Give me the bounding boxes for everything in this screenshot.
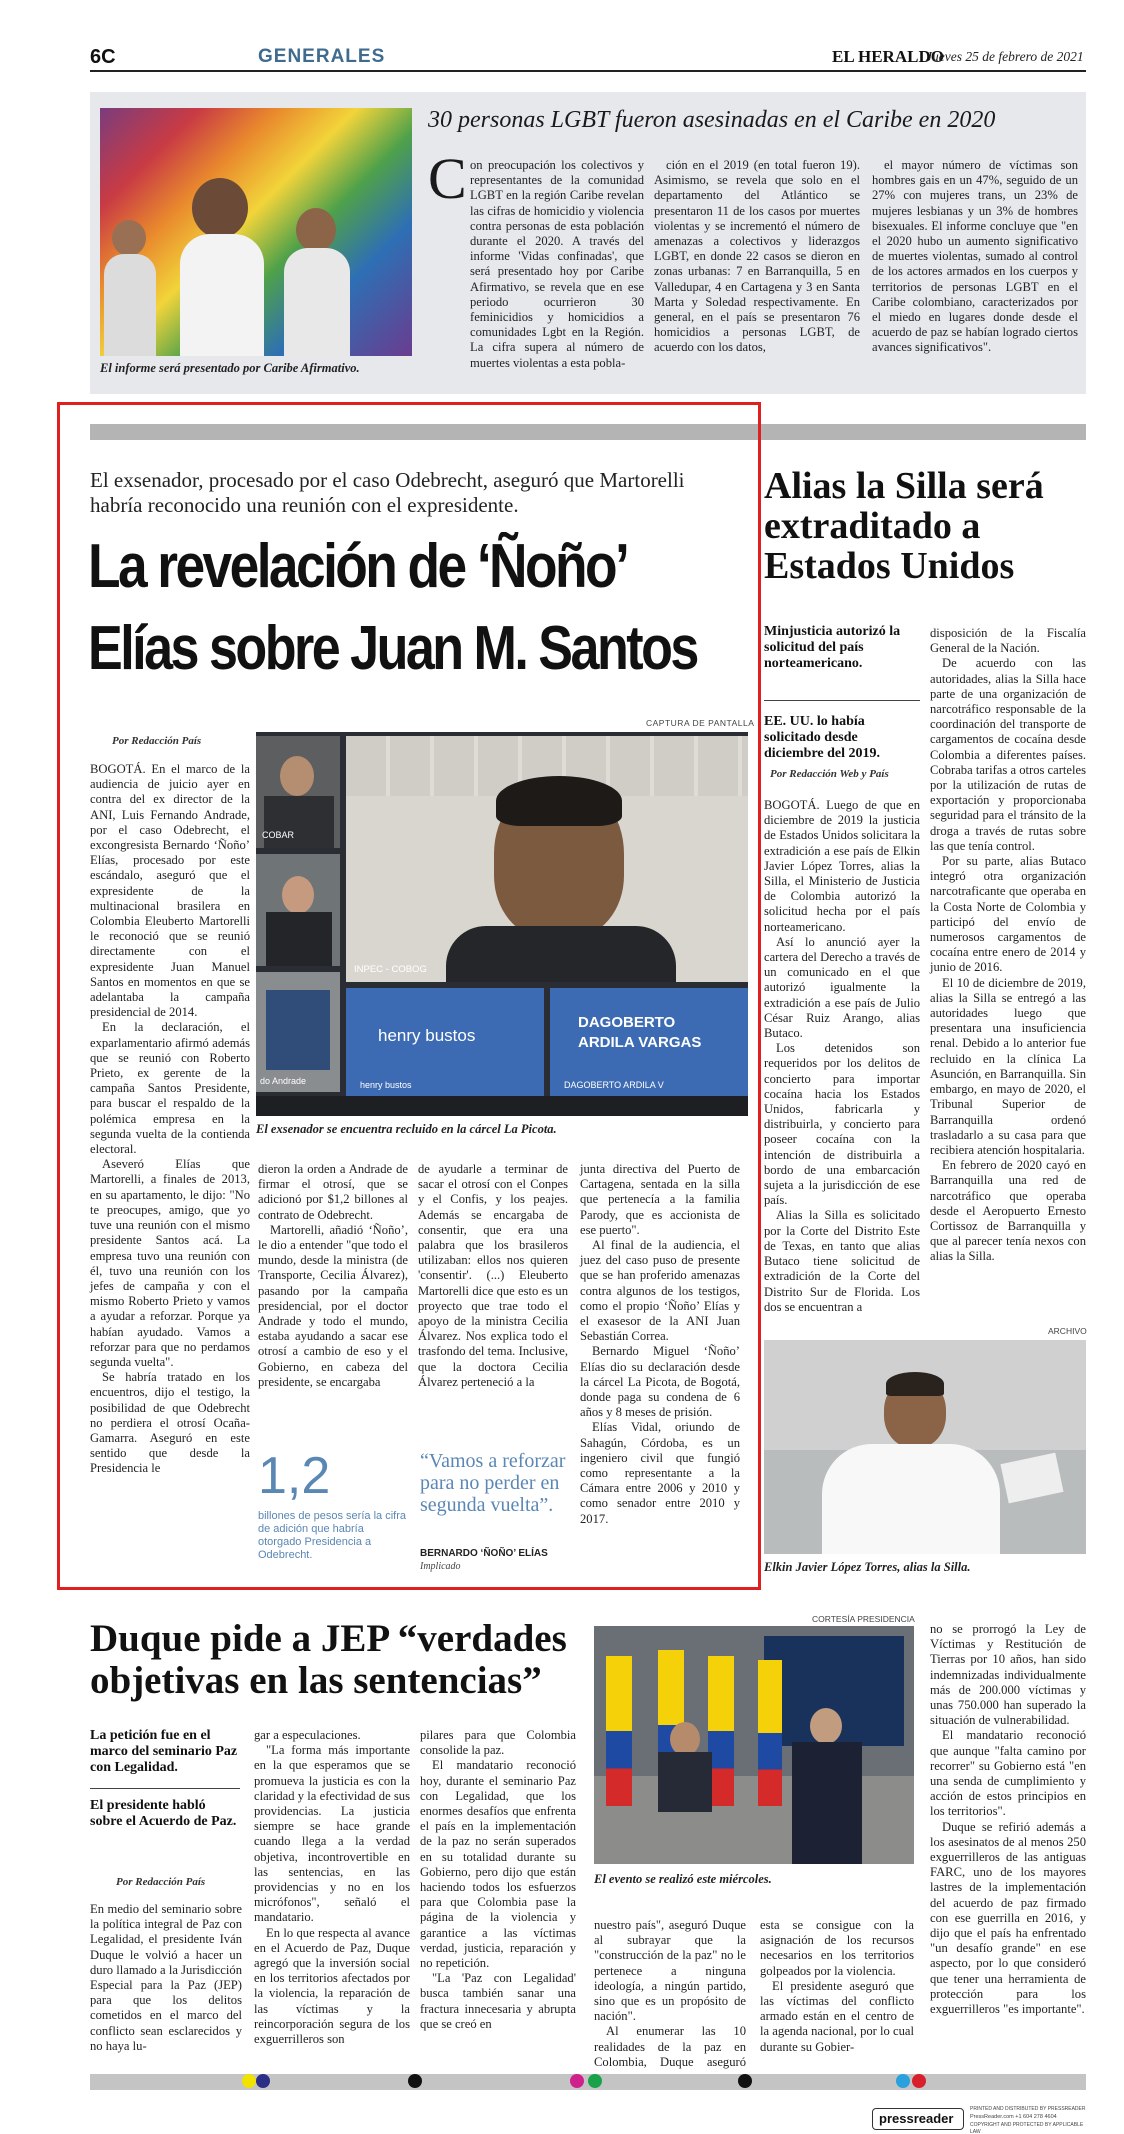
main-col4-p2: Al final de la audiencia, el juez del caso puso de presente que se han proferido amenazas contra algunos de los testigos, como el propio ‘Ñoño’ Elías y el exasesor de la ANI Juan Sebastián Correa. <box>580 1238 740 1344</box>
top-story-headline: 30 personas LGBT fueron asesinadas en el Caribe en 2020 <box>428 107 996 133</box>
cobar-label: COBAR <box>262 830 295 840</box>
main-col1-p2: En la declaración, el exparlamentario afirmó además que se reunió con Roberto Prieto, ex gerente de la campaña Santos Presidente, para buscar el respaldo de la polémica empresa en la segunda vuelta de la contienda electoral. <box>90 1020 250 1157</box>
main-col1-p4: Se habría tratado en los encuentros, dijo el testigo, la posibilidad de que Odebrecht no perdiera el otrosí Ocaña-Gamarra. Aseguró en este sentido que desde la Presidencia le <box>90 1370 250 1476</box>
bottom-headline: Duque pide a JEP “verdades objetivas en las sentencias” <box>90 1617 567 1702</box>
bottom-col2-p3: En lo que respecta al avance en el Acuerdo de Paz, Duque agregó que la inversión social en los territorios afectados por la violencia, la reparación de las víctimas y la reincorporación segura de los exguerrilleros son <box>254 1925 410 2047</box>
bottom-col2-p1: gar a especulaciones. <box>254 1728 361 1742</box>
top-story-col3-text: el mayor número de víctimas son hombres gais en un 47%, seguido de un 27% con mujeres trans, un 23% de mujeres lesbianas y un 3% de hombres bisexuales. El informe concluye que "en el 2020 hubo un aumento significativo de muertes violentas, sumado al control de los actores armados en los cuerpos y territorios de personas LGBT en el Caribe colombiano, caracterizados por el miedo en lugares donde desde el acuerdo de paz se habían logrado ciertos avances significativos". <box>872 158 1078 355</box>
bottom-col3-p2: El mandatario reconoció hoy, durante el seminario Paz con Legalidad, que los enormes desafíos que enfrenta el país en la implementación de la paz no serán superados en su totalidad durante su Gobierno, pero dijo que están haciendo todos los esfuerzos para que Colombia pase la página de la violencia y garantice a las víctimas verdad, justicia, reparación y no repetición. <box>420 1758 576 1971</box>
stat-text: billones de pesos sería la cifra de adición que habría otorgado Presidencia a Odebrecht. <box>258 1510 406 1561</box>
side-col2-p2: De acuerdo con las autoridades, alias la Silla hace parte de una organización de narcotráfico responsable de la coordinación del transporte de cargamentos de cocaína desde Colombia a diferentes países. Cobraba tarifas a otros carteles por la utilización de rutas de exportación y proporcionaba seguridad para el tránsito de la droga a través de rutas sobre las que tenía control. <box>930 656 1086 853</box>
bottom-col4 <box>594 1918 746 2085</box>
bottom-col5-p2: El presidente aseguró que las víctimas del conflicto armado están en el centro de la agenda nacional, por lo cual durante su Gobier- <box>760 1978 914 2054</box>
print-color-bar <box>90 2074 1086 2090</box>
top-photo-caption: El informe será presentado por Caribe Afirmativo. <box>100 361 360 375</box>
bottom-col6 <box>930 1622 1086 2017</box>
footer-note-1: PRINTED AND DISTRIBUTED BY PRESSREADER <box>970 2106 1086 2112</box>
main-col1-p1: BOGOTÁ. En el marco de la audiencia de juicio ayer en contra del ex director de la ANI, Luis Fernando Andrade, por el caso Odebrecht, el excongresista Bernardo ‘Ñoño’ Elías, procesado por este escándalo, aseguró que el expresidente de la multinacional brasilera en Colombia Eleuberto Martorelli le reconoció que se reunió directamente con el expresidente Juan Manuel Santos en momentos en que se adelantaba la campaña presidencial de 2014. <box>90 762 250 1020</box>
side-col2-p5: En febrero de 2020 cayó en Barranquilla una red de narcotráfico que operaba desde el Aeropuerto Ernesto Cortissoz de Barranquilla y que al parecer tenía nexos con alias la Silla. <box>930 1158 1086 1264</box>
andrade-label: do Andrade <box>260 1076 307 1086</box>
bottom-col2-p2: "La forma más importante en la que esperamos que se promueva la justicia es con la claridad y la efectividad de sus providencias. La justicia siempre se hace grande cuando llega a la verdad objetiva, incontrovertible en las sentencias, en las providencias y no en los micrófonos", señaló el mandatario. <box>254 1743 410 1925</box>
pull-quote: “Vamos a reforzar para no perder en segunda vuelta”. <box>420 1450 566 1516</box>
main-byline: Por Redacción País <box>112 735 202 747</box>
side-subhead-2: EE. UU. lo había solicitado desde diciembre del 2019. <box>764 714 881 761</box>
main-col2-p1: dieron la orden a Andrade de firmar el otrosí, que se adicionó por $1,2 billones al contrato de Odebrecht. <box>258 1162 408 1222</box>
dagoberto-big-label-1: DAGOBERTO <box>578 1014 676 1031</box>
main-col4-p4: Elías Vidal, oriundo de Sahagún, Córdoba, es un ingeniero civil que fungió como representante a la Cámara entre 2006 y 2010 y como senador entre 2010 y 2017. <box>580 1420 740 1526</box>
bottom-col1 <box>90 1902 242 2054</box>
side-col2 <box>930 626 1086 1265</box>
pressreader-logo-text: pressreader <box>879 2111 954 2126</box>
quote-author: BERNARDO ‘ÑOÑO’ ELÍAS <box>420 1548 548 1559</box>
top-story-col1-text: on preocupación los colectivos y representantes de la comunidad LGBT en la región Caribe revelan las cifras de homicidio y violencia contra personas de esta población durante el 2020. A través del informe 'Vidas confinadas', que será presentado hoy por Caribe Afirmativo, se revela que en ese periodo ocurrieron 30 feminicidios y homicidios a comunidades Lgbt en la Región. La cifra supera al número de muertes violentas a esta pobla- <box>470 158 644 370</box>
bottom-col5-p1: esta se consigue con la asignación de los recursos necesarios en los territorios golpeados por la violencia. <box>760 1918 914 1978</box>
bottom-col1-p1: En medio del seminario sobre la política integral de Paz con Legalidad, el presidente Iván Duque le volvió a hacer un duro llamado a la Jurisdicción Especial para la Paz (JEP) para que los delitos cometidos en el marco del conflicto sean esclarecidos y no haya lu- <box>90 1902 242 2053</box>
footer-note-2: PressReader.com +1 604 278 4604 <box>970 2114 1057 2120</box>
duque-event-photo <box>594 1626 914 1864</box>
highlight-frame <box>57 402 761 1590</box>
side-col2-p3: Por su parte, alias Butaco integró otra organización narcotraficante que operaba en la Costa Norte de Colombia y participó del envío de numerosos cargamentos de cocaína entre enero de 2014 y junio de 2016. <box>930 854 1086 975</box>
dagoberto-small-label: DAGOBERTO ARDILA V <box>564 1080 664 1090</box>
dagoberto-big-label-2: ARDILA VARGAS <box>578 1034 702 1051</box>
newspaper-name: EL HERALDO <box>832 47 944 66</box>
bottom-col3-p1: pilares para que Colombia consolide la paz. <box>420 1728 576 1758</box>
bottom-subhead-2: El presidente habló sobre el Acuerdo de Paz. <box>90 1798 237 1829</box>
bottom-subhead-divider <box>90 1788 240 1789</box>
bottom-photo-caption: El evento se realizó este miércoles. <box>594 1872 772 1886</box>
bottom-subhead-1: La petición fue en el marco del seminario Paz con Legalidad. <box>90 1728 238 1775</box>
page-number: 6C <box>90 46 116 68</box>
side-col1 <box>764 798 920 1315</box>
issue-date: Jueves 25 de febrero de 2021 <box>926 49 1084 64</box>
side-col1-p3: Los detenidos son requeridos por los delitos de concierto para importar cocaína hacia los Estados Unidos, fabricarla y distribuirla, y concierto para poseer cocaína con la intención de distribuirla a bordo de una embarcación sujeta a la jurisdicción de ese país. <box>764 1041 920 1208</box>
bottom-byline: Por Redacción País <box>116 1876 206 1888</box>
side-col2-p1: disposición de la Fiscalía General de la Nación. <box>930 626 1086 656</box>
side-photo-credit: ARCHIVO <box>1048 1326 1087 1336</box>
henry-small-label: henry bustos <box>360 1080 412 1090</box>
side-subhead-1: Minjusticia autorizó la solicitud del país norteamericano. <box>764 624 901 671</box>
lgbt-march-photo <box>100 108 412 356</box>
main-col1-p3: Aseveró Elías que Martorelli, a finales de 2013, en su apartamento, le dijo: "No te preocupes, amigo, que yo tuve una reunión con el mismo presidente Santos acá. La empresa tuvo una reunión con él, tuvo una reunión con los jefes de campaña y con el mismo Roberto Prieto y vamos a ayudar a reforzar. Porque ya habían ayudado. Vamos a reforzar para que no perdamos segunda vuelta". <box>90 1157 250 1369</box>
la-silla-photo <box>764 1340 1086 1554</box>
bottom-col4-p1: nuestro país", aseguró Duque al subrayar que la "construcción de la paz" no le pertenece a ninguna ideología, a ningún partido, sino que es un propósito de nación". <box>594 1918 746 2024</box>
bottom-photo-credit: CORTESÍA PRESIDENCIA <box>812 1614 915 1624</box>
main-photo-credit: CAPTURA DE PANTALLA <box>646 718 755 728</box>
bottom-col6-p1: no se prorrogó la Ley de Víctimas y Restitución de Tierras por 10 años, han sido indemnizadas individualmente más de 200.000 víctimas y unas 750.000 han superado la situación de vulnerabilidad. <box>930 1622 1086 1728</box>
main-headline-line1: La revelación de ‘Ñoño’ <box>88 532 628 601</box>
pressreader-logo[interactable] <box>872 2108 964 2130</box>
header-rule <box>90 70 1086 72</box>
side-col1-p2: Así lo anunció ayer la cartera del Derecho a través de un comunicado en el que autorizó igualmente la extradición a ese país de Julio César Ruiz Arango, alias Butaco. <box>764 934 920 1041</box>
main-headline-line2: Elías sobre Juan M. Santos <box>88 614 697 683</box>
top-story-col1 <box>428 158 644 371</box>
stat-number: 1,2 <box>258 1447 331 1505</box>
side-col2-p4: El 10 de diciembre de 2019, alias la Silla se entregó a las autoridades luego que presentara una insuficiencia renal. Debido a lo anterior fue recluido en la clínica La Asunción, en Barranquilla. Sin embargo, en mayo de 2020, el Tribunal Superior de Barranquilla ordenó trasladarlo a su casa para que recibiera atención hospitalaria. <box>930 975 1086 1157</box>
side-subhead-divider <box>764 700 920 701</box>
bottom-col3 <box>420 1728 576 2032</box>
inpec-label: INPEC - COBOG <box>354 964 427 975</box>
side-photo-caption: Elkin Javier López Torres, alias la Silla. <box>764 1560 971 1574</box>
main-col3-p1: de ayudarle a terminar de sacar el otrosí con el Conpes y el Confis, y los peajes. Además se encargaba de consentir, que era una palabra que los brasileros utilizaban: ellos nos quieren 'consentir'. (...) Eleuberto Martorelli dice que esto es un proyecto que trae todo el apoyo de la ministra Cecilia Álvarez. Nos explica todo el trasfondo del tema. Inclusive, que la doctora Cecilia Álvarez perteneció a la <box>418 1162 568 1389</box>
quote-role: Implicado <box>420 1561 461 1572</box>
bottom-col4-p2: Al enumerar las 10 realidades de la paz en Colombia, Duque aseguró <box>594 2024 746 2069</box>
bottom-col3-p3: "La 'Paz con Legalidad' busca también sanar una fractura innecesaria y abrupta que se creó en <box>420 1971 576 2031</box>
top-story-col3 <box>872 158 1078 356</box>
bottom-col2 <box>254 1728 410 2047</box>
side-headline: Alias la Silla será extraditado a Estados Unidos <box>764 465 1044 587</box>
bottom-col5 <box>760 1918 914 2055</box>
main-kicker: El exsenador, procesado por el caso Odebrecht, aseguró que Martorelli habría reconocido una reunión con el expresidente. <box>90 468 685 517</box>
bottom-col6-p2: El mandatario reconoció que aunque "falta camino por recorrer" su Gobierno está "en una senda de cumplimiento y acción de estos principios en los territorios". <box>930 1728 1086 1819</box>
side-col1-p4: Alias la Silla es solicitado por la Corte del Distrito Este de Texas, en tanto que alias Butaco tiene solicitud de extradición de la Corte del Distrito Sur de Florida. Los dos se encuentran a <box>764 1208 920 1314</box>
side-byline: Por Redacción Web y País <box>770 768 889 780</box>
section-name: GENERALES <box>258 46 386 67</box>
main-col2-p2: Martorelli, añadió ‘Ñoño’, le dio a entender "que todo el mundo, desde la ministra (de Transporte, Cecilia Álvarez), pasando por la campaña presidencial, por el doctor Andrade y todo el mundo, estaba ayudando a sacar ese otrosí a cambio de eso y el Gobierno, en cabeza del presidente, se encargaba <box>258 1222 408 1389</box>
main-photo-caption: El exsenador se encuentra recluido en la cárcel La Picota. <box>256 1122 557 1136</box>
main-col4-p3: Bernardo Miguel ‘Ñoño’ Elías dio su declaración desde la cárcel La Picota, de Bogotá, donde paga su condena de 6 años y 8 meses de prisión. <box>580 1344 740 1420</box>
side-col1-p1: BOGOTÁ. Luego de que en diciembre de 2019 la justicia de Estados Unidos solicitara la extradición a ese país de Elkin Javier López Torres, alias la Silla, el Ministerio de Justicia de Colombia autorizó la solicitud hecha por el país norteamericano. <box>764 798 920 934</box>
footer-note-3: COPYRIGHT AND PROTECTED BY APPLICABLE LAW <box>970 2122 1084 2134</box>
top-story-col2 <box>654 158 860 356</box>
top-story-col2-text: ción en el 2019 (en total fueron 19). Asimismo, se revela que solo en el departamento del Atlántico se presentaron 11 de los casos por muertes violentas y se incrementó el número de amenazas a colectivos y liderazgos LGBT, en donde 22 casos se dieron en zonas urbanas: 7 en Barranquilla, 5 en Valledupar, 4 en Cartagena y 3 en Santa Marta y Soledad respectivamente. En general, en el país se presentaron 76 homicidios a personas LGBT, de acuerdo con los datos, <box>654 158 860 355</box>
bottom-col6-p3: Duque se refirió además a los asesinatos de al menos 250 exguerrilleros de las antiguas FARC, uno de los mayores lastres de la implementación del acuerdo de paz firmado con ese guerrilla en 2016, y dijo que el país ha enfrentado "un desafío grande" en ese aspecto, por lo que consideró que tener una herramienta de protección para los exguerrilleros "es importante". <box>930 1819 1086 2017</box>
henry-big-label: henry bustos <box>378 1026 476 1045</box>
main-col4-p1: junta directiva del Puerto de Cartagena, sentada en la silla que pertenecía a la familia Parody, que es accionista de ese puerto". <box>580 1162 740 1237</box>
top-story-drop-cap: C <box>428 146 467 211</box>
